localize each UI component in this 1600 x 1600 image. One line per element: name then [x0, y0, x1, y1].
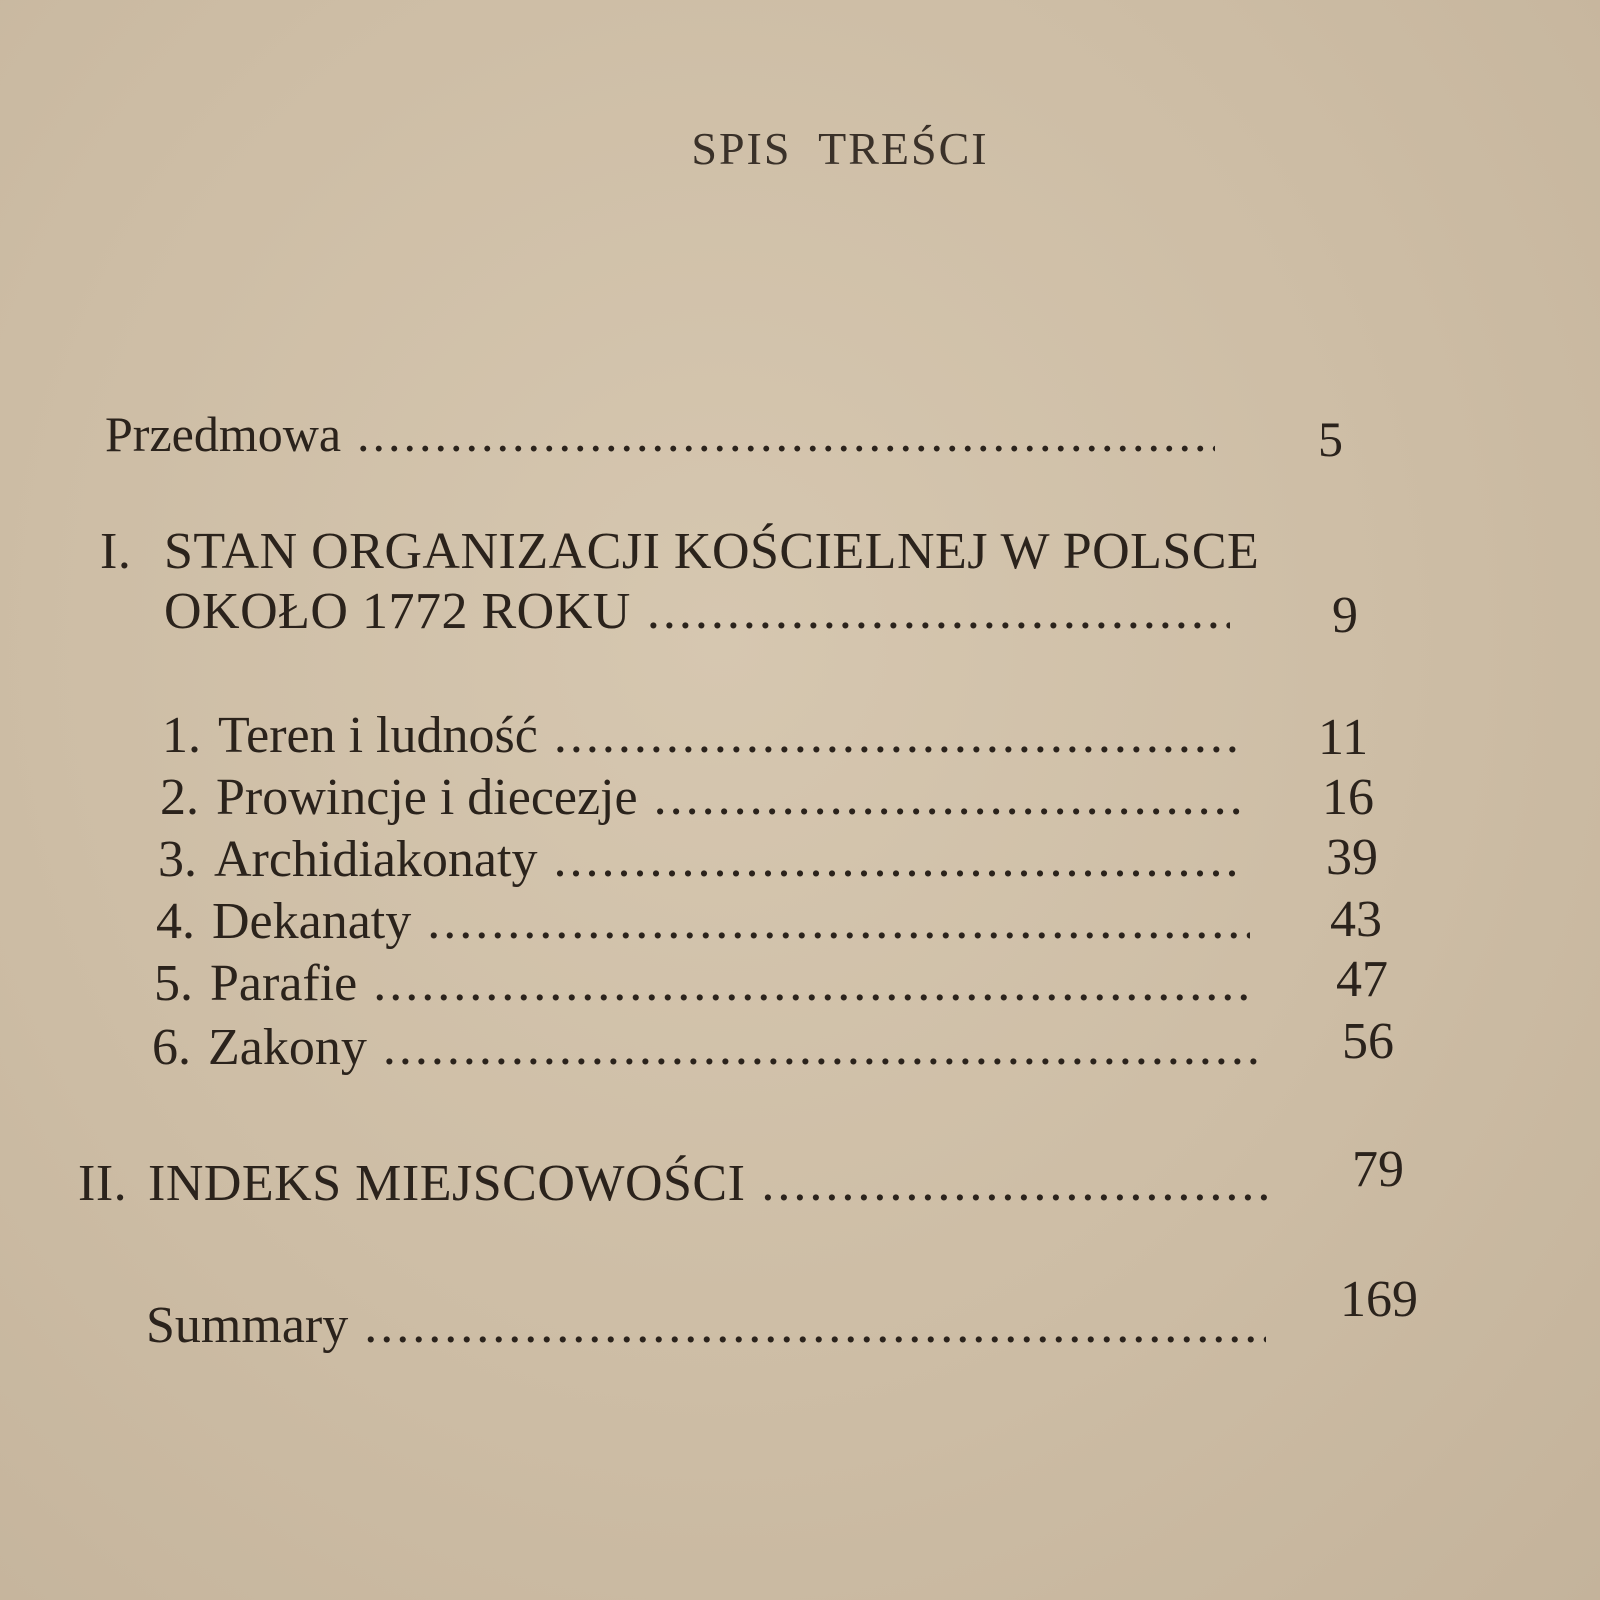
toc-label: Parafie: [210, 955, 358, 1012]
section-number: 1.: [162, 707, 201, 764]
toc-page-number: 11: [1318, 709, 1369, 766]
toc-label: INDEKS MIEJSCOWOŚCI: [148, 1155, 746, 1212]
toc-page-number: 39: [1326, 829, 1378, 886]
part-number: II.: [78, 1155, 128, 1212]
section-number: 3.: [158, 831, 197, 888]
dot-leader: [553, 830, 1240, 889]
toc-entry-part2: [78, 1154, 1278, 1213]
toc-entry-part1-line2: [164, 582, 1240, 641]
toc-entry-sub-3: [158, 830, 1250, 889]
toc-label: Zakony: [208, 1019, 367, 1076]
section-number: 4.: [156, 893, 195, 950]
toc-label: OKOŁO 1772 ROKU: [164, 583, 631, 640]
toc-entry-sub-6: [152, 1018, 1270, 1077]
toc-page-number: 56: [1342, 1013, 1394, 1070]
dot-leader: [364, 1296, 1266, 1355]
toc-page-number: 5: [1318, 411, 1343, 467]
toc-page-number: 16: [1322, 769, 1374, 826]
toc-label: Summary: [146, 1297, 349, 1354]
toc-entry-sub-5: [154, 954, 1266, 1013]
toc-entry-sub-1: [162, 706, 1247, 765]
page-title: SPIS TREŚCI: [691, 123, 989, 174]
part-number: I.: [100, 523, 132, 580]
toc-page-number: 47: [1336, 951, 1388, 1008]
dot-leader: [554, 706, 1237, 765]
toc-entry-przedmowa: [105, 405, 1225, 463]
toc-page-number: 79: [1352, 1141, 1404, 1198]
toc-label: Teren i ludność: [218, 707, 538, 764]
toc-entry-sub-2: [160, 768, 1255, 827]
toc-label: Dekanaty: [212, 893, 412, 950]
toc-label: Archidiakonaty: [214, 831, 538, 888]
toc-label: Przedmowa: [105, 406, 342, 462]
section-number: 5.: [154, 955, 193, 1012]
dot-leader: [761, 1154, 1268, 1213]
toc-page-number: 169: [1340, 1271, 1418, 1328]
toc-label: STAN ORGANIZACJI KOŚCIELNEJ W POLSCE: [164, 523, 1260, 580]
dot-leader: [427, 892, 1250, 951]
dot-leader: [357, 405, 1215, 463]
section-number: 2.: [160, 769, 199, 826]
section-number: 6.: [152, 1019, 191, 1076]
dot-leader: [647, 582, 1230, 641]
toc-label: Prowincje i diecezje: [216, 769, 638, 826]
toc-page-number: 9: [1332, 587, 1358, 644]
toc-entry-part1-line1: [100, 522, 1259, 581]
toc-entry-sub-4: [156, 892, 1260, 951]
dot-leader: [373, 954, 1256, 1013]
toc-page-number: 43: [1330, 891, 1382, 948]
dot-leader: [654, 768, 1245, 827]
dot-leader: [383, 1018, 1260, 1077]
toc-entry-summary: [146, 1296, 1276, 1355]
